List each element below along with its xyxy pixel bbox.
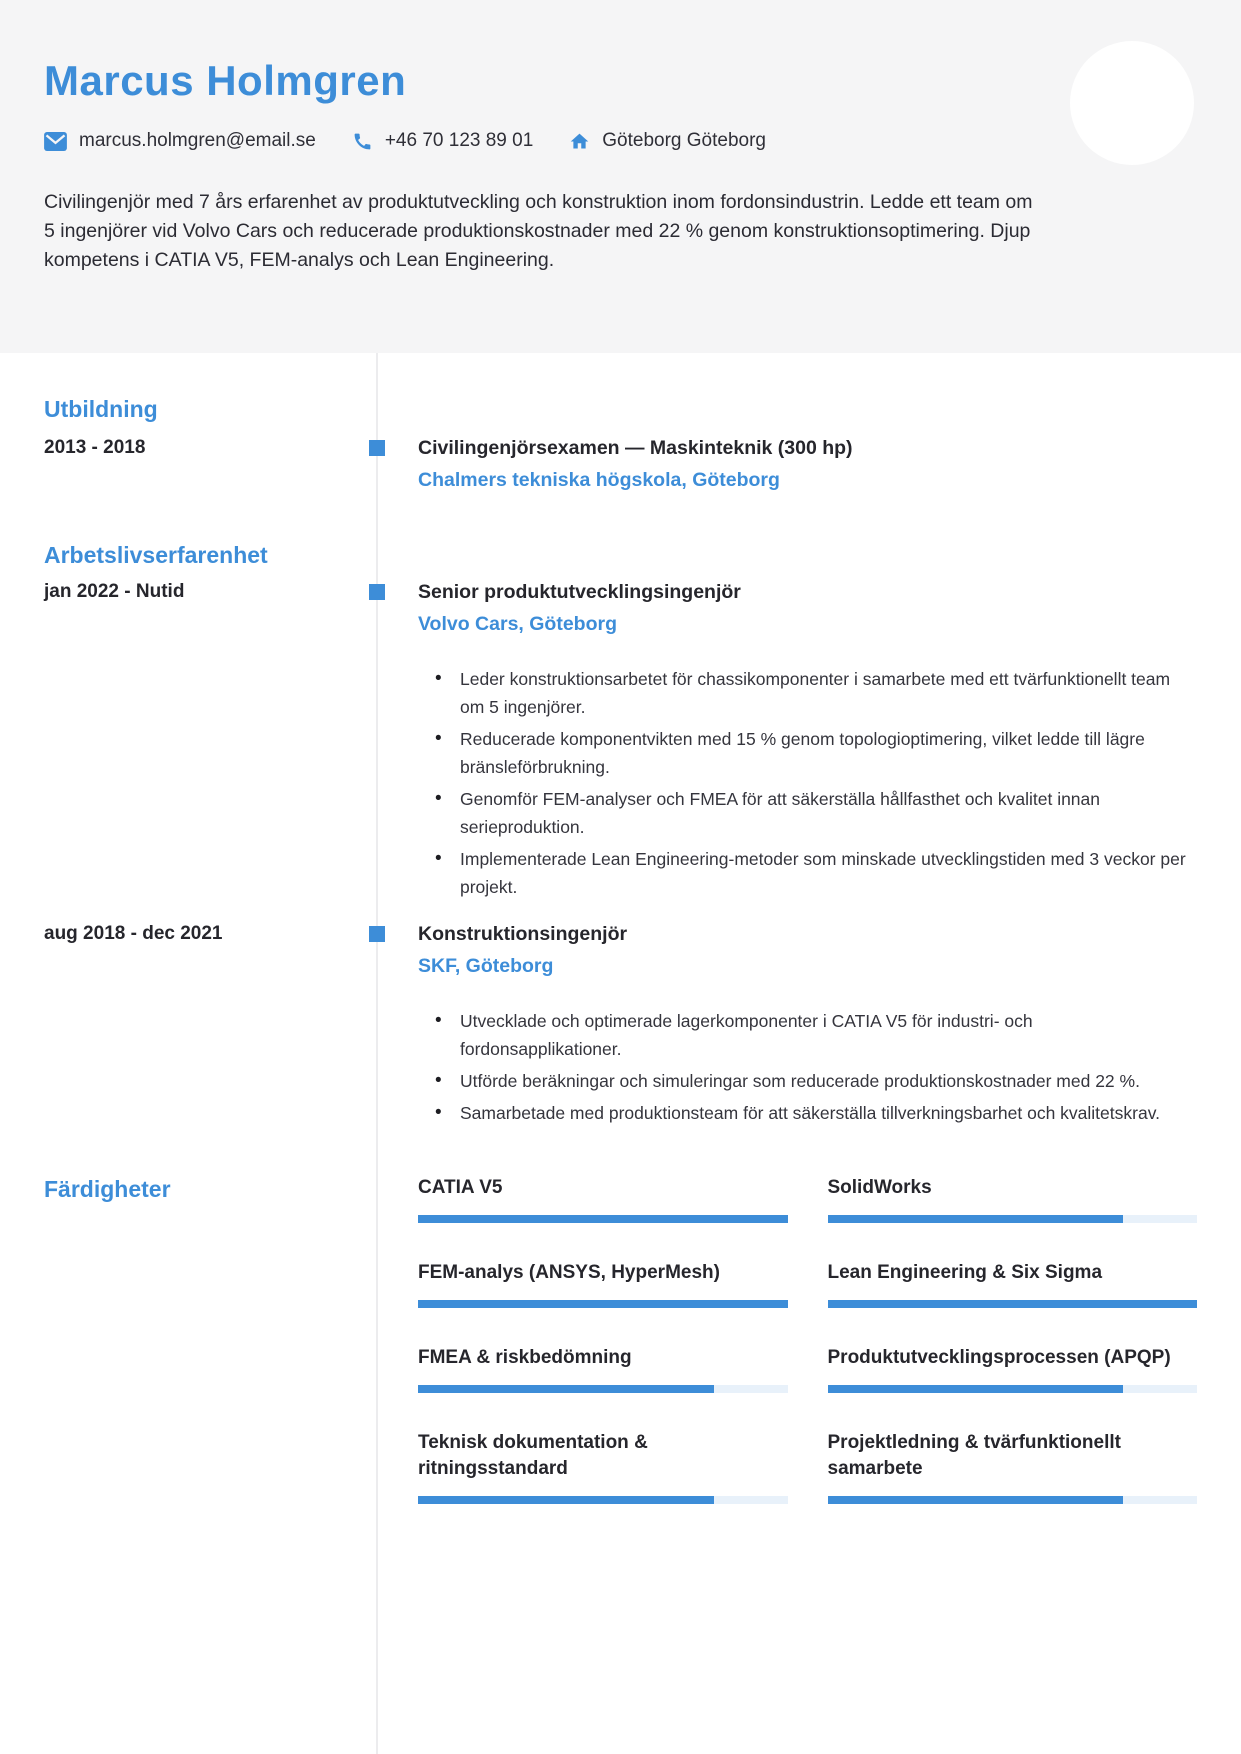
experience-period: aug 2018 - dec 2021 [44, 923, 223, 944]
timeline-marker [369, 926, 385, 942]
skill-bar-fill [418, 1215, 788, 1223]
experience-heading: Arbetslivserfarenhet [44, 542, 268, 568]
skills-section [0, 1175, 1241, 1541]
timeline-marker [369, 584, 385, 600]
skill-bar-fill [828, 1385, 1124, 1393]
bullet-item: • Utvecklade och optimerade lagerkomponenter i CATIA V5 för industri- och fordonsapplikationer. [435, 1007, 1197, 1063]
profile-summary: Civilingenjör med 7 års erfarenhet av produktutveckling och konstruktion inom fordonsindustrin. Ledde ett team om 5 ingenjörer vid Volvo Cars och reducerade produktionskostnader med 22 % genom konstruktionsoptimering. Djup kompetens i CATIA V5, FEM-analys och Lean Engineering. [44, 191, 1033, 272]
contact-phone [352, 130, 533, 152]
bullet-item: • Samarbetade med produktionsteam för att säkerställa tillverkningsbarhet och kvalitetskrav. [435, 1099, 1197, 1127]
skills-heading: Färdigheter [44, 1176, 171, 1202]
skill-bar-track [828, 1496, 1198, 1504]
contact-location-text: Göteborg Göteborg [602, 130, 766, 152]
skill-item [418, 1430, 788, 1504]
skills-column-right [828, 1175, 1198, 1541]
bullet-item: • Leder konstruktionsarbetet för chassikomponenter i samarbete med ett tvärfunktionellt team om 5 ingenjörer. [435, 665, 1197, 721]
skill-label: Projektledning & tvärfunktionellt samarbete [827, 1432, 1121, 1479]
skill-bar-track [828, 1300, 1198, 1308]
skill-bar-fill [828, 1496, 1124, 1504]
bullet-item: • Genomför FEM-analyser och FMEA för att säkerställa hållfasthet och kvalitet innan serieproduktion. [435, 785, 1197, 841]
education-title: Civilingenjörsexamen — Maskinteknik (300 hp) [418, 437, 853, 459]
contact-email [44, 130, 316, 152]
skill-label: FMEA & riskbedömning [418, 1347, 632, 1368]
skill-item [828, 1260, 1198, 1308]
timeline-marker [369, 440, 385, 456]
experience-heading-row [0, 493, 1241, 569]
skill-bar-track [418, 1215, 788, 1223]
skill-label: Produktutvecklingsprocessen (APQP) [827, 1347, 1171, 1368]
education-organization: Chalmers tekniska högskola, Göteborg [418, 469, 780, 491]
skill-item [418, 1260, 788, 1308]
skill-label: CATIA V5 [418, 1177, 503, 1198]
skill-label: FEM-analys (ANSYS, HyperMesh) [418, 1262, 720, 1283]
phone-icon [352, 131, 373, 152]
skill-item [828, 1430, 1198, 1504]
resume-body [0, 353, 1241, 1754]
skill-bar-fill [418, 1300, 788, 1308]
envelope-icon [44, 132, 67, 151]
education-entry [0, 435, 1241, 493]
skill-bar-track [418, 1496, 788, 1504]
experience-period: jan 2022 - Nutid [44, 581, 185, 602]
skill-item [418, 1175, 788, 1223]
skills-grid [418, 1175, 1197, 1541]
experience-title: Senior produktutvecklingsingenjör [418, 581, 741, 603]
experience-entry [0, 579, 1241, 905]
skill-label: SolidWorks [827, 1177, 932, 1198]
skill-item [828, 1345, 1198, 1393]
experience-bullet-list [418, 665, 1197, 901]
skill-label: Teknisk dokumentation & ritningsstandard [418, 1432, 648, 1479]
experience-organization: Volvo Cars, Göteborg [418, 613, 617, 635]
contact-email-text: marcus.holmgren@email.se [79, 130, 316, 152]
skill-bar-fill [828, 1300, 1198, 1308]
skill-item [828, 1175, 1198, 1223]
avatar [1070, 41, 1194, 165]
skill-bar-track [418, 1385, 788, 1393]
home-icon [569, 131, 590, 152]
experience-entry [0, 921, 1241, 1131]
education-period: 2013 - 2018 [44, 437, 146, 458]
resume-header [0, 0, 1241, 353]
skills-column-left [418, 1175, 788, 1541]
skill-bar-fill [828, 1215, 1124, 1223]
experience-title: Konstruktionsingenjör [418, 923, 628, 945]
skill-bar-track [418, 1300, 788, 1308]
skill-bar-fill [418, 1496, 714, 1504]
person-name: Marcus Holmgren [44, 57, 407, 104]
contact-phone-text: +46 70 123 89 01 [384, 130, 534, 152]
bullet-item: • Utförde beräkningar och simuleringar som reducerade produktionskostnader med 22 %. [435, 1067, 1197, 1095]
bullet-item: • Implementerade Lean Engineering-metoder som minskade utvecklingstiden med 3 veckor per projekt. [435, 845, 1197, 901]
education-heading-row [0, 353, 1241, 423]
education-heading: Utbildning [44, 396, 158, 422]
experience-organization: SKF, Göteborg [418, 955, 554, 977]
contact-location [569, 130, 766, 152]
skill-bar-track [828, 1215, 1198, 1223]
skill-bar-fill [418, 1385, 714, 1393]
skill-label: Lean Engineering & Six Sigma [827, 1262, 1103, 1283]
bullet-item: • Reducerade komponentvikten med 15 % genom topologioptimering, vilket ledde till lägre bränsleförbrukning. [435, 725, 1197, 781]
skill-bar-track [828, 1385, 1198, 1393]
experience-bullet-list [418, 1007, 1197, 1127]
skill-item [418, 1345, 788, 1393]
contact-row [44, 130, 1194, 152]
